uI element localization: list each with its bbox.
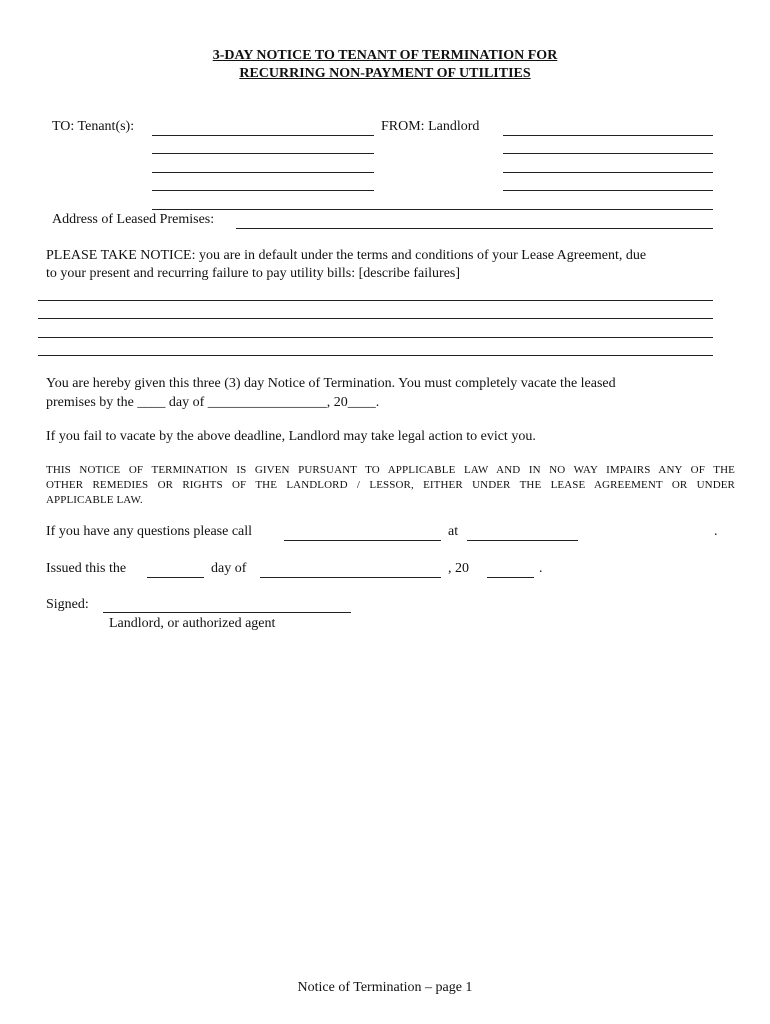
document-title-line2: RECURRING NON-PAYMENT OF UTILITIES: [239, 66, 531, 81]
issued-month-line[interactable]: [260, 577, 441, 578]
notice-line-2: to your present and recurring failure to pay utility bills: [describe failures]: [46, 266, 461, 281]
legal-notice-line-2: OTHER REMEDIES OR RIGHTS OF THE LANDLORD / LESSOR, EITHER UNDER THE LEASE AGREEMENT OR UNDER: [46, 479, 735, 491]
issued-label: Issued this the: [46, 561, 127, 576]
tenant-name-line-3[interactable]: [152, 172, 374, 173]
issued-year-line[interactable]: [487, 577, 534, 578]
failure-description-line-2[interactable]: [38, 318, 713, 319]
failure-description-line-1[interactable]: [38, 300, 713, 301]
signature-caption: Landlord, or authorized agent: [109, 616, 276, 631]
questions-period: .: [714, 524, 718, 539]
issued-period: .: [539, 561, 543, 576]
address-line-upper[interactable]: [152, 209, 713, 210]
landlord-name-line-3[interactable]: [503, 172, 713, 173]
questions-at-label: at: [448, 524, 459, 539]
address-line[interactable]: [236, 228, 713, 229]
issued-day-line[interactable]: [147, 577, 204, 578]
landlord-name-line-4[interactable]: [503, 190, 713, 191]
legal-notice-line-3: APPLICABLE LAW.: [46, 494, 143, 506]
tenant-name-line-4[interactable]: [152, 190, 374, 191]
fail-to-vacate-text: If you fail to vacate by the above deadline, Landlord may take legal action to evict you.: [46, 429, 536, 444]
issued-day-of-label: day of: [211, 561, 247, 576]
address-label: Address of Leased Premises:: [52, 212, 215, 227]
contact-phone-line[interactable]: [467, 540, 578, 541]
signed-label: Signed:: [46, 597, 89, 612]
issued-year-prefix: , 20: [448, 561, 469, 576]
questions-label: If you have any questions please call: [46, 524, 253, 539]
to-tenant-label: TO: Tenant(s):: [52, 119, 135, 134]
contact-name-line[interactable]: [284, 540, 441, 541]
tenant-name-line-2[interactable]: [152, 153, 374, 154]
page-footer: Notice of Termination – page 1: [297, 980, 473, 995]
landlord-name-line-2[interactable]: [503, 153, 713, 154]
failure-description-line-3[interactable]: [38, 337, 713, 338]
termination-line-2: premises by the ____ day of _________________, 20____.: [46, 395, 380, 410]
legal-notice-line-1: THIS NOTICE OF TERMINATION IS GIVEN PURSUANT TO APPLICABLE LAW AND IN NO WAY IMPAIRS ANY OF THE: [46, 464, 735, 476]
notice-line-1: PLEASE TAKE NOTICE: you are in default under the terms and conditions of your Lease Agreement, due: [46, 248, 647, 263]
tenant-name-line-1[interactable]: [152, 135, 374, 136]
signature-line[interactable]: [103, 612, 351, 613]
from-landlord-label: FROM: Landlord: [381, 119, 480, 134]
document-title-line1: 3-DAY NOTICE TO TENANT OF TERMINATION FOR: [212, 48, 558, 63]
landlord-name-line-1[interactable]: [503, 135, 713, 136]
failure-description-line-4[interactable]: [38, 355, 713, 356]
termination-line-1: You are hereby given this three (3) day Notice of Termination. You must completely vacate the leased: [46, 376, 616, 391]
